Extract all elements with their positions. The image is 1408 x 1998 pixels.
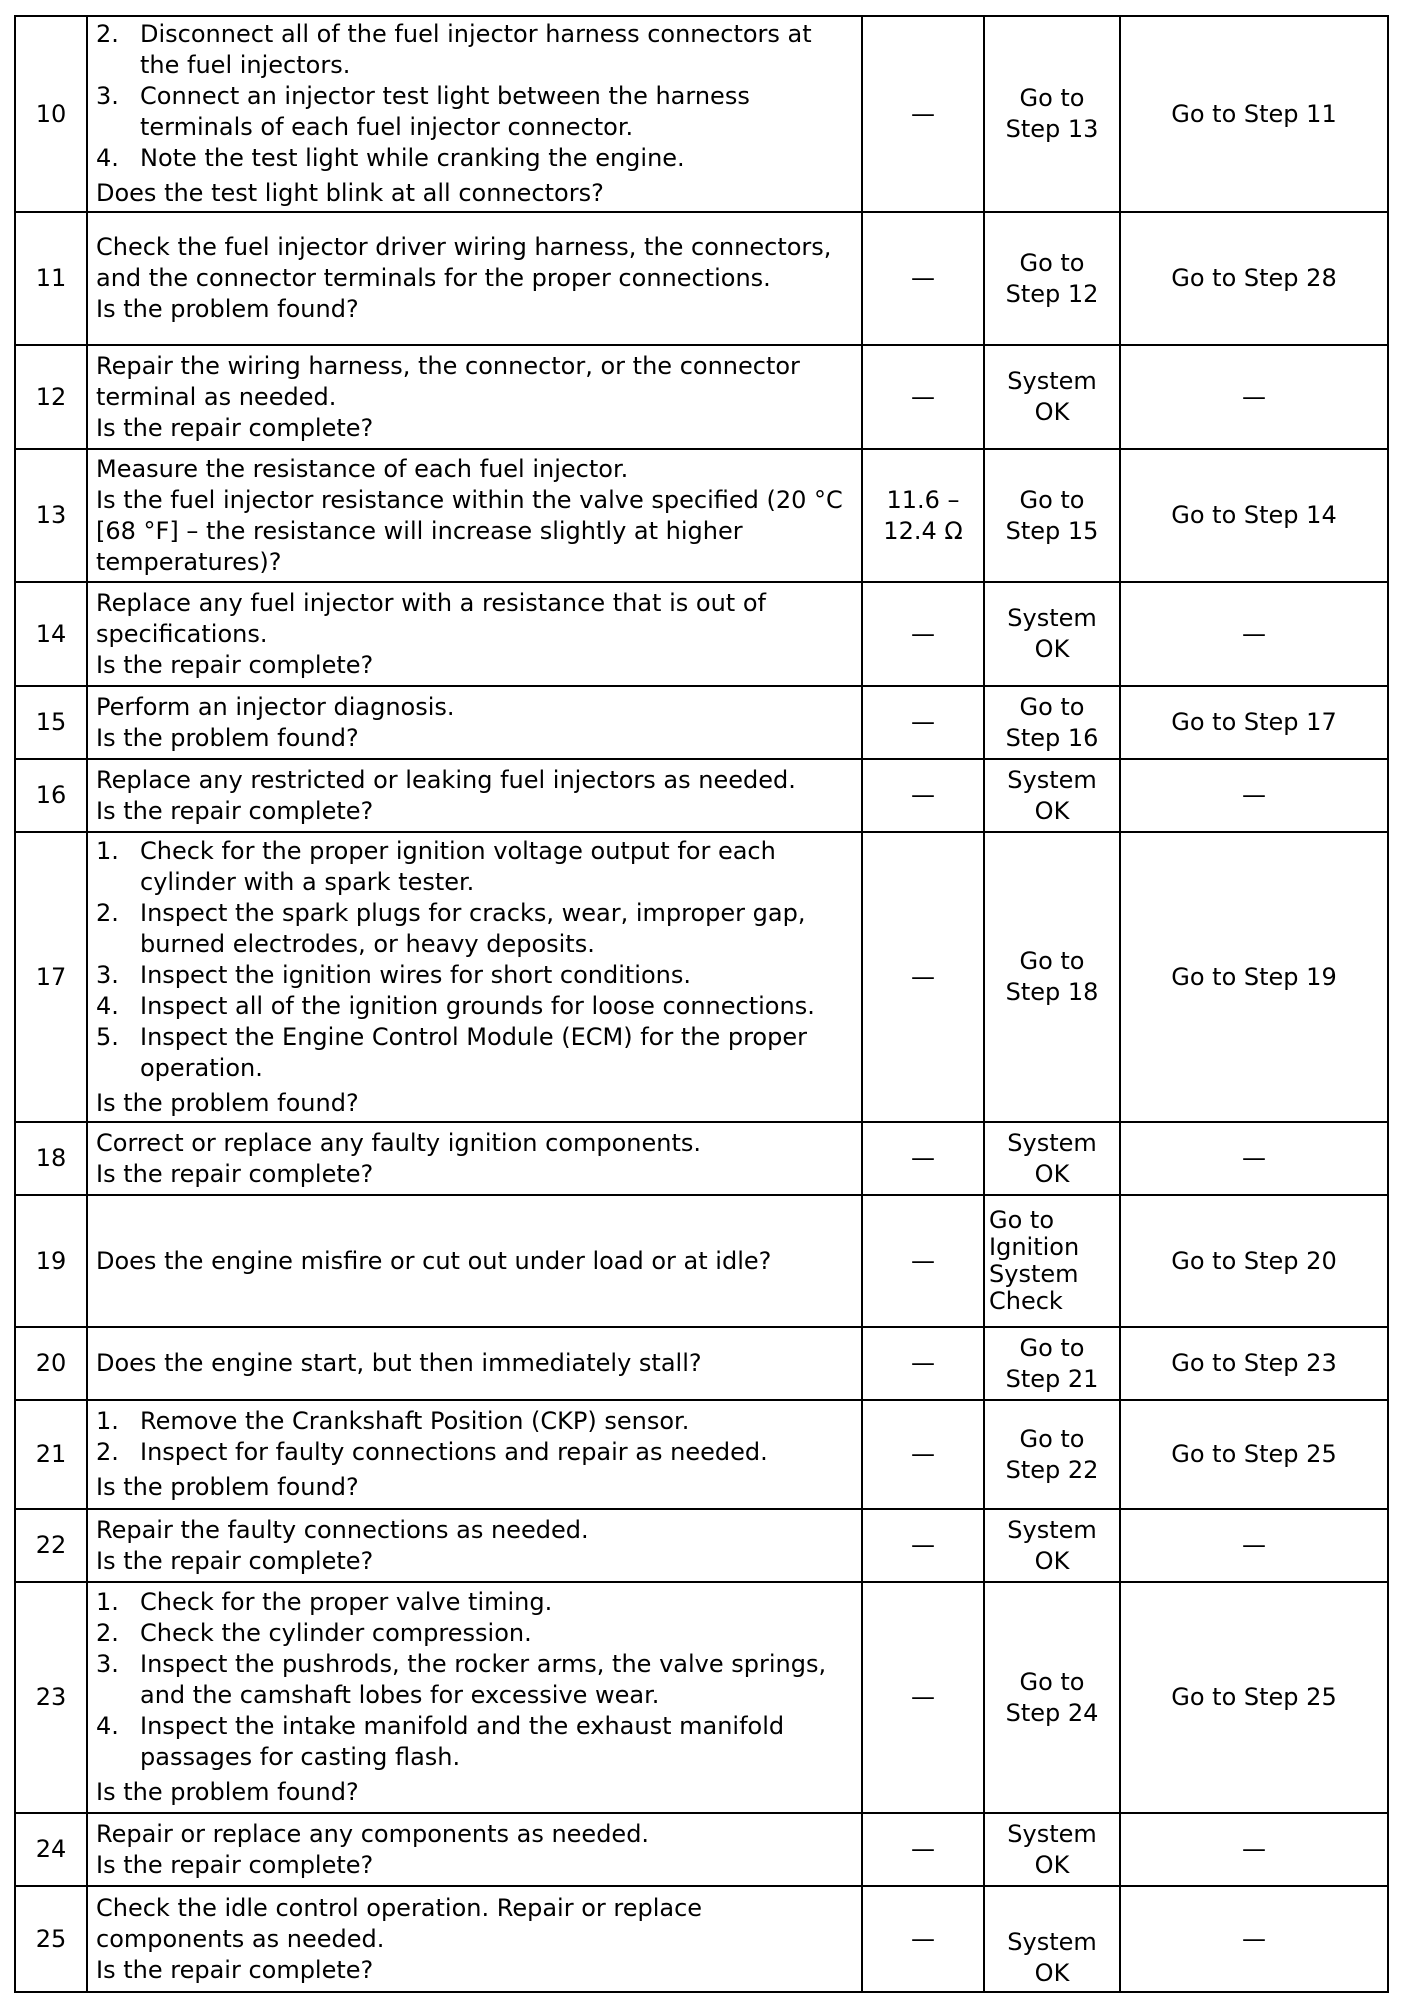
action-list	[96, 836, 853, 1084]
question-text: Is the repair complete?	[96, 1850, 374, 1879]
value-cell: —	[862, 759, 984, 832]
list-item-number: 2.	[96, 898, 119, 927]
list-item-text: Inspect all of the ignition grounds for loose connections.	[140, 991, 815, 1020]
action-cell	[87, 582, 862, 686]
no-cell: Go to Step 20	[1120, 1195, 1388, 1327]
step-number: 12	[15, 345, 87, 449]
action-cell	[87, 16, 862, 212]
value-cell: —	[862, 1886, 984, 1992]
value-cell: —	[862, 1327, 984, 1400]
step-number: 20	[15, 1327, 87, 1400]
yes-cell: System OK	[984, 759, 1120, 832]
yes-cell: System OK	[984, 1122, 1120, 1195]
value-cell: —	[862, 1122, 984, 1195]
no-cell: Go to Step 25	[1120, 1582, 1388, 1813]
question-text: Is the repair complete?	[96, 413, 374, 442]
list-item-text: Inspect the spark plugs for cracks, wear, improper gap, burned electrodes, or heavy deposits.	[140, 898, 806, 958]
yes-cell: System OK	[984, 1509, 1120, 1582]
step-number: 21	[15, 1400, 87, 1509]
list-item-number: 1.	[96, 1407, 119, 1435]
action-text: Does the engine misfire or cut out under load or at idle?	[96, 1246, 772, 1275]
diagnostic-table-body	[15, 16, 1388, 1992]
value-cell: —	[862, 212, 984, 345]
list-item-text: Check for the proper valve timing.	[140, 1588, 553, 1616]
list-item	[96, 143, 853, 174]
list-item-number: 4.	[96, 991, 119, 1020]
value-cell: —	[862, 832, 984, 1122]
no-cell: —	[1120, 1813, 1388, 1886]
action-cell	[87, 1327, 862, 1400]
list-item-text: Inspect for faulty connections and repair as needed.	[140, 1438, 768, 1466]
list-item	[96, 836, 853, 898]
list-item-text: Check the cylinder compression.	[140, 1619, 532, 1647]
table-row	[15, 759, 1388, 832]
action-text: Does the engine start, but then immediately stall?	[96, 1349, 702, 1377]
question-text: Is the problem found?	[96, 1778, 359, 1806]
action-text: Repair the wiring harness, the connector, or the connector terminal as needed.	[96, 351, 800, 411]
table-row	[15, 1813, 1388, 1886]
list-item-text: Inspect the Engine Control Module (ECM) for the proper operation.	[140, 1022, 807, 1082]
step-number: 16	[15, 759, 87, 832]
table-row	[15, 832, 1388, 1122]
table-row	[15, 1122, 1388, 1195]
question-text: Is the repair complete?	[96, 1546, 374, 1575]
question-text: Is the repair complete?	[96, 1955, 374, 1984]
question-text: Is the repair complete?	[96, 1159, 374, 1188]
value-cell: —	[862, 1400, 984, 1509]
step-number: 25	[15, 1886, 87, 1992]
list-item-number: 2.	[96, 1619, 119, 1647]
list-item	[96, 1406, 853, 1437]
table-row	[15, 1195, 1388, 1327]
action-text: Repair the faulty connections as needed.	[96, 1515, 589, 1544]
list-item	[96, 960, 853, 991]
action-text: Perform an injector diagnosis.	[96, 692, 455, 721]
step-number: 24	[15, 1813, 87, 1886]
no-cell: Go to Step 28	[1120, 212, 1388, 345]
question-text: Is the problem found?	[96, 1473, 359, 1501]
question-text: Does the test light blink at all connectors?	[96, 179, 604, 207]
step-number: 19	[15, 1195, 87, 1327]
list-item	[96, 19, 853, 81]
action-cell	[87, 1400, 862, 1509]
action-text: Measure the resistance of each fuel injector.	[96, 454, 629, 483]
table-row	[15, 16, 1388, 212]
value-cell: —	[862, 582, 984, 686]
value-cell: —	[862, 1195, 984, 1327]
list-item-number: 2.	[96, 1438, 119, 1466]
list-item-text: Inspect the intake manifold and the exhaust manifold passages for casting flash.	[140, 1712, 785, 1771]
no-cell: Go to Step 19	[1120, 832, 1388, 1122]
yes-cell: Go to Step 16	[984, 686, 1120, 759]
action-list	[96, 19, 853, 174]
step-number: 10	[15, 16, 87, 212]
list-item-text: Connect an injector test light between the harness terminals of each fuel injector connector.	[140, 82, 750, 141]
action-cell	[87, 1582, 862, 1813]
action-text: Check the idle control operation. Repair or replace components as needed.	[96, 1893, 703, 1953]
list-item-text: Remove the Crankshaft Position (CKP) sensor.	[140, 1407, 690, 1435]
list-item-text: Note the test light while cranking the engine.	[140, 144, 685, 172]
action-cell	[87, 449, 862, 582]
no-cell: Go to Step 17	[1120, 686, 1388, 759]
action-cell	[87, 759, 862, 832]
question-text: Is the repair complete?	[96, 650, 374, 679]
yes-cell: Go to Step 21	[984, 1327, 1120, 1400]
value-cell: —	[862, 686, 984, 759]
list-item-number: 5.	[96, 1022, 119, 1051]
table-row	[15, 1582, 1388, 1813]
action-cell	[87, 1886, 862, 1992]
list-item	[96, 898, 853, 960]
no-cell: —	[1120, 1509, 1388, 1582]
action-cell	[87, 345, 862, 449]
no-cell: —	[1120, 759, 1388, 832]
no-cell: Go to Step 11	[1120, 16, 1388, 212]
no-cell: —	[1120, 1886, 1388, 1992]
action-text: Check the fuel injector driver wiring harness, the connectors, and the connector terminals for the proper connections.	[96, 233, 832, 292]
table-row	[15, 1400, 1388, 1509]
value-cell: —	[862, 1582, 984, 1813]
table-row	[15, 212, 1388, 345]
value-cell: —	[862, 1509, 984, 1582]
question-text: Is the problem found?	[96, 1088, 359, 1117]
no-cell: —	[1120, 582, 1388, 686]
step-number: 13	[15, 449, 87, 582]
list-item-text: Disconnect all of the fuel injector harness connectors at the fuel injectors.	[140, 20, 812, 79]
yes-cell: System OK	[984, 582, 1120, 686]
step-number: 15	[15, 686, 87, 759]
value-cell: —	[862, 345, 984, 449]
yes-cell: Go to Step 24	[984, 1582, 1120, 1813]
no-cell: —	[1120, 1122, 1388, 1195]
no-cell: Go to Step 25	[1120, 1400, 1388, 1509]
yes-cell: Go to Step 18	[984, 832, 1120, 1122]
step-number: 23	[15, 1582, 87, 1813]
table-row	[15, 582, 1388, 686]
table-row	[15, 686, 1388, 759]
list-item-number: 4.	[96, 144, 119, 172]
yes-cell: Go to Step 22	[984, 1400, 1120, 1509]
list-item	[96, 1587, 853, 1618]
action-cell	[87, 686, 862, 759]
yes-cell: Go to Step 15	[984, 449, 1120, 582]
action-text: Replace any restricted or leaking fuel injectors as needed.	[96, 765, 796, 794]
list-item	[96, 1711, 853, 1773]
value-cell: —	[862, 16, 984, 212]
no-cell: Go to Step 14	[1120, 449, 1388, 582]
table-row	[15, 1886, 1388, 1992]
action-cell	[87, 1509, 862, 1582]
action-cell	[87, 832, 862, 1122]
table-row	[15, 1327, 1388, 1400]
table-row	[15, 449, 1388, 582]
table-row	[15, 345, 1388, 449]
yes-cell: Go to Step 13	[984, 16, 1120, 212]
yes-cell: System OK	[984, 1813, 1120, 1886]
no-cell: Go to Step 23	[1120, 1327, 1388, 1400]
question-text: Is the problem found?	[96, 723, 359, 752]
list-item-number: 1.	[96, 836, 119, 865]
list-item-number: 1.	[96, 1588, 119, 1616]
list-item-number: 3.	[96, 1650, 119, 1678]
diagnostic-table	[14, 15, 1389, 1993]
action-text: Replace any fuel injector with a resistance that is out of specifications.	[96, 588, 766, 648]
list-item	[96, 81, 853, 143]
action-cell	[87, 1195, 862, 1327]
action-text: Repair or replace any components as needed.	[96, 1819, 650, 1848]
step-number: 14	[15, 582, 87, 686]
yes-cell: Go to Step 12	[984, 212, 1120, 345]
action-text: Correct or replace any faulty ignition components.	[96, 1128, 702, 1157]
step-number: 18	[15, 1122, 87, 1195]
question-text: Is the fuel injector resistance within the valve specified (20 °C [68 °F] – the resistance will increase slightly at higher temperatures)?	[96, 485, 843, 576]
step-number: 22	[15, 1509, 87, 1582]
yes-cell: System OK	[984, 345, 1120, 449]
step-number: 17	[15, 832, 87, 1122]
yes-cell: System OK	[984, 1886, 1120, 1992]
list-item	[96, 1649, 853, 1711]
list-item-number: 3.	[96, 82, 119, 110]
list-item	[96, 1022, 853, 1084]
list-item	[96, 991, 853, 1022]
list-item-number: 3.	[96, 960, 119, 989]
list-item	[96, 1437, 853, 1468]
no-cell: —	[1120, 345, 1388, 449]
list-item	[96, 1618, 853, 1649]
action-cell	[87, 1122, 862, 1195]
yes-cell: Go to Ignition System Check	[984, 1195, 1120, 1327]
action-list	[96, 1587, 853, 1773]
value-cell: 11.6 – 12.4 Ω	[862, 449, 984, 582]
question-text: Is the problem found?	[96, 295, 359, 323]
list-item-number: 4.	[96, 1712, 119, 1740]
list-item-text: Check for the proper ignition voltage output for each cylinder with a spark tester.	[140, 836, 776, 896]
action-list	[96, 1406, 853, 1468]
step-number: 11	[15, 212, 87, 345]
value-cell: —	[862, 1813, 984, 1886]
table-row	[15, 1509, 1388, 1582]
question-text: Is the repair complete?	[96, 796, 374, 825]
list-item-number: 2.	[96, 20, 119, 48]
list-item-text: Inspect the pushrods, the rocker arms, the valve springs, and the camshaft lobes for excessive wear.	[140, 1650, 827, 1709]
action-cell	[87, 1813, 862, 1886]
list-item-text: Inspect the ignition wires for short conditions.	[140, 960, 691, 989]
action-cell	[87, 212, 862, 345]
